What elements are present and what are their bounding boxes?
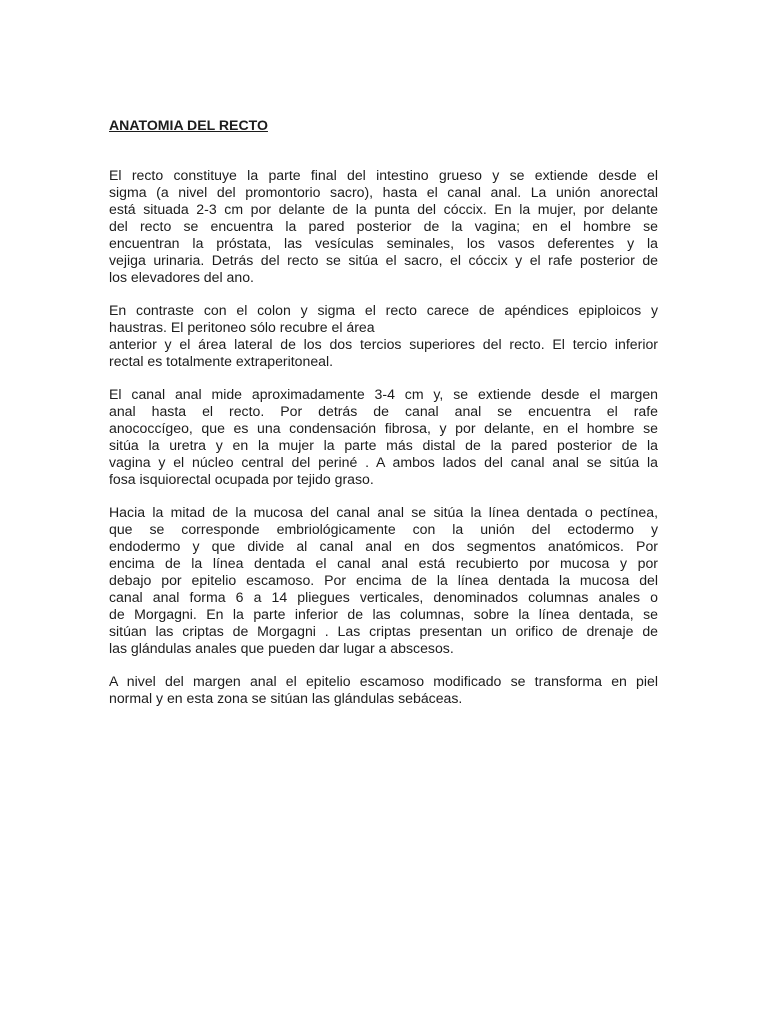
paragraph-line: anterior y el área lateral de los dos tercios superiores del recto. El tercio inferior — [109, 336, 658, 352]
paragraph-line: está situada 2-3 cm por delante de la punta del cóccix. En la mujer, por delante — [109, 201, 658, 217]
paragraph-line: sitúan las criptas de Morgagni . Las criptas presentan un orifico de drenaje de — [109, 623, 658, 639]
paragraph-line: anal hasta el recto. Por detrás de canal anal se encuentra el rafe — [109, 403, 658, 419]
paragraph-line: vagina y el núcleo central del periné . A ambos lados del canal anal se sitúa la — [109, 454, 658, 470]
paragraph-line: del recto se encuentra la pared posterior de la vagina; en el hombre se — [109, 218, 658, 234]
paragraph-line: El recto constituye la parte final del intestino grueso y se extiende desde el — [109, 167, 658, 183]
paragraph-line: rectal es totalmente extraperitoneal. — [109, 353, 334, 369]
paragraph-line: sitúa la uretra y en la mujer la parte más distal de la pared posterior de la — [109, 437, 658, 453]
paragraph-line: anococcígeo, que es una condensación fibrosa, y por delante, en el hombre se — [109, 420, 658, 436]
paragraph-line: Hacia la mitad de la mucosa del canal anal se sitúa la línea dentada o pectínea, — [109, 504, 658, 520]
paragraph-line: los elevadores del ano. — [109, 269, 254, 285]
paragraph-line: de Morgagni. En la parte inferior de las columnas, sobre la línea dentada, se — [109, 606, 658, 622]
paragraph-line: debajo por epitelio escamoso. Por encima de la línea dentada la mucosa del — [109, 572, 658, 588]
document-page — [109, 117, 658, 723]
paragraph-line: encima de la línea dentada el canal anal está recubierto por mucosa y por — [109, 555, 658, 571]
paragraph-line: las glándulas anales que pueden dar lugar a abscesos. — [109, 640, 454, 656]
paragraph-line: fosa isquiorectal ocupada por tejido graso. — [109, 471, 374, 487]
paragraph — [109, 673, 658, 707]
document-body — [109, 167, 658, 707]
paragraph-line: endodermo y que divide al canal anal en dos segmentos anatómicos. Por — [109, 538, 658, 554]
paragraph-line: sigma (a nivel del promontorio sacro), hasta el canal anal. La unión anorectal — [109, 184, 658, 200]
paragraph — [109, 504, 658, 657]
paragraph — [109, 167, 658, 286]
paragraph-line: que se corresponde embriológicamente con la unión del ectodermo y — [109, 521, 658, 537]
paragraph-line: canal anal forma 6 a 14 pliegues verticales, denominados columnas anales o — [109, 589, 658, 605]
paragraph-line: haustras. El peritoneo sólo recubre el área — [109, 319, 375, 335]
paragraph — [109, 302, 658, 370]
paragraph — [109, 386, 658, 488]
paragraph-line: vejiga urinaria. Detrás del recto se sitúa el sacro, el cóccix y el rafe posterior de — [109, 252, 658, 268]
document-title: ANATOMIA DEL RECTO — [109, 117, 268, 133]
paragraph-line: A nivel del margen anal el epitelio escamoso modificado se transforma en piel — [109, 673, 658, 689]
paragraph-line: normal y en esta zona se sitúan las glándulas sebáceas. — [109, 690, 463, 706]
paragraph-line: En contraste con el colon y sigma el recto carece de apéndices epiploicos y — [109, 302, 658, 318]
paragraph-line: El canal anal mide aproximadamente 3-4 cm y, se extiende desde el margen — [109, 386, 658, 402]
paragraph-line: encuentran la próstata, las vesículas seminales, los vasos deferentes y la — [109, 235, 658, 251]
